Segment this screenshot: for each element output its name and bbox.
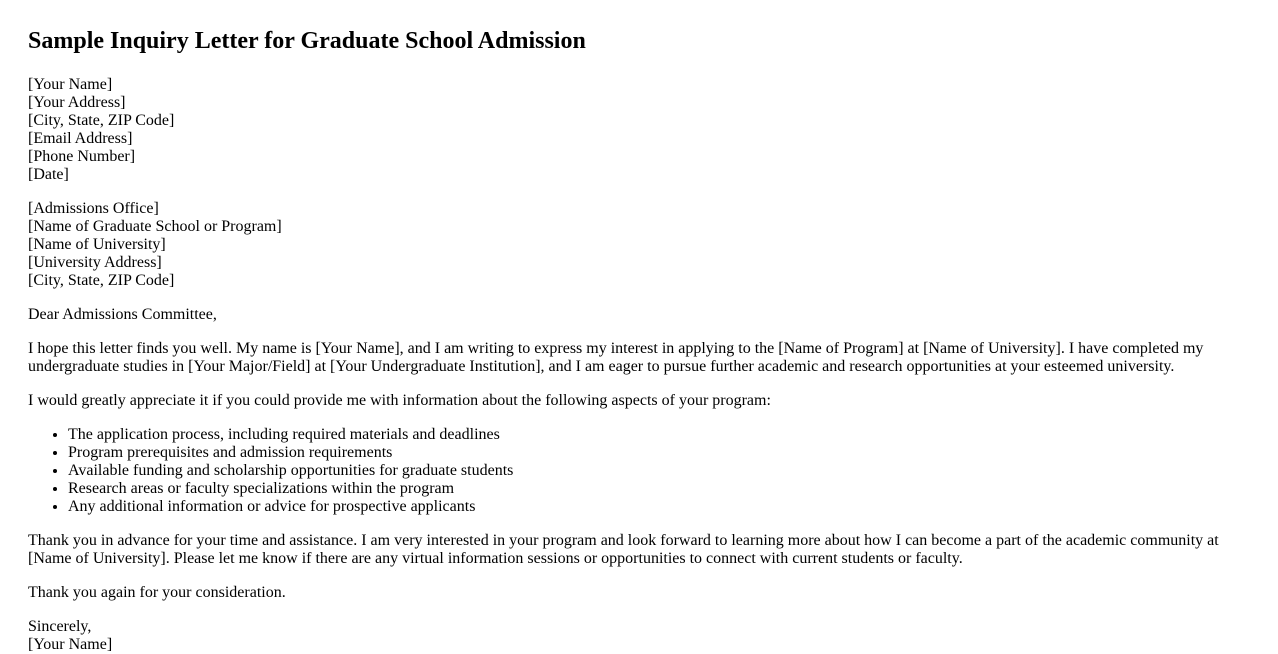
- list-item: • Any additional information or advice for prospective applicants: [68, 498, 1250, 516]
- page-title: Sample Inquiry Letter for Graduate School Admission: [28, 28, 586, 54]
- sender-phone: [Phone Number]: [28, 148, 136, 165]
- recipient-city-state-zip: [City, State, ZIP Code]: [28, 272, 175, 289]
- sender-address: [Your Address]: [28, 94, 126, 111]
- sender-email: [Email Address]: [28, 130, 133, 147]
- list-item: • Program prerequisites and admission requirements: [68, 444, 1250, 462]
- consideration-paragraph: Thank you again for your consideration.: [28, 584, 286, 601]
- recipient-office: [Admissions Office]: [28, 200, 159, 217]
- signoff-name: [Your Name]: [28, 636, 113, 653]
- recipient-school: [Name of Graduate School or Program]: [28, 218, 282, 235]
- signoff-closing: Sincerely,: [28, 618, 92, 635]
- sender-city-state-zip: [City, State, ZIP Code]: [28, 112, 175, 129]
- recipient-university: [Name of University]: [28, 236, 166, 253]
- recipient-address-block: [28, 200, 1250, 290]
- request-paragraph: I would greatly appreciate it if you could provide me with information about the following aspects of your program:: [28, 392, 771, 409]
- salutation: Dear Admissions Committee,: [28, 306, 217, 323]
- sender-name: [Your Name]: [28, 76, 113, 93]
- list-item: • Available funding and scholarship opportunities for graduate students: [68, 462, 1250, 480]
- list-item: • Research areas or faculty specializations within the program: [68, 480, 1250, 498]
- signoff-block: [28, 618, 1250, 654]
- intro-paragraph: I hope this letter finds you well. My name is [Your Name], and I am writing to express my interest in applying to the [Name of Program] at [Name of University]. I have completed my undergraduate studies in [Your Major/Field] at [Your Undergraduate Institution], and I am eager to pursue further academic and research opportunities at your esteemed university.: [28, 340, 1204, 375]
- recipient-address: [University Address]: [28, 254, 162, 271]
- list-item: • The application process, including required materials and deadlines: [68, 426, 1250, 444]
- thanks-paragraph: Thank you in advance for your time and assistance. I am very interested in your program and look forward to learning more about how I can become a part of the academic community at [Name of University]. Please let me know if there are any virtual information sessions or opportunities to connect with current students or faculty.: [28, 532, 1219, 567]
- program-info-list: [28, 426, 1250, 516]
- sender-address-block: [28, 76, 1250, 184]
- letter-date: [Date]: [28, 166, 69, 183]
